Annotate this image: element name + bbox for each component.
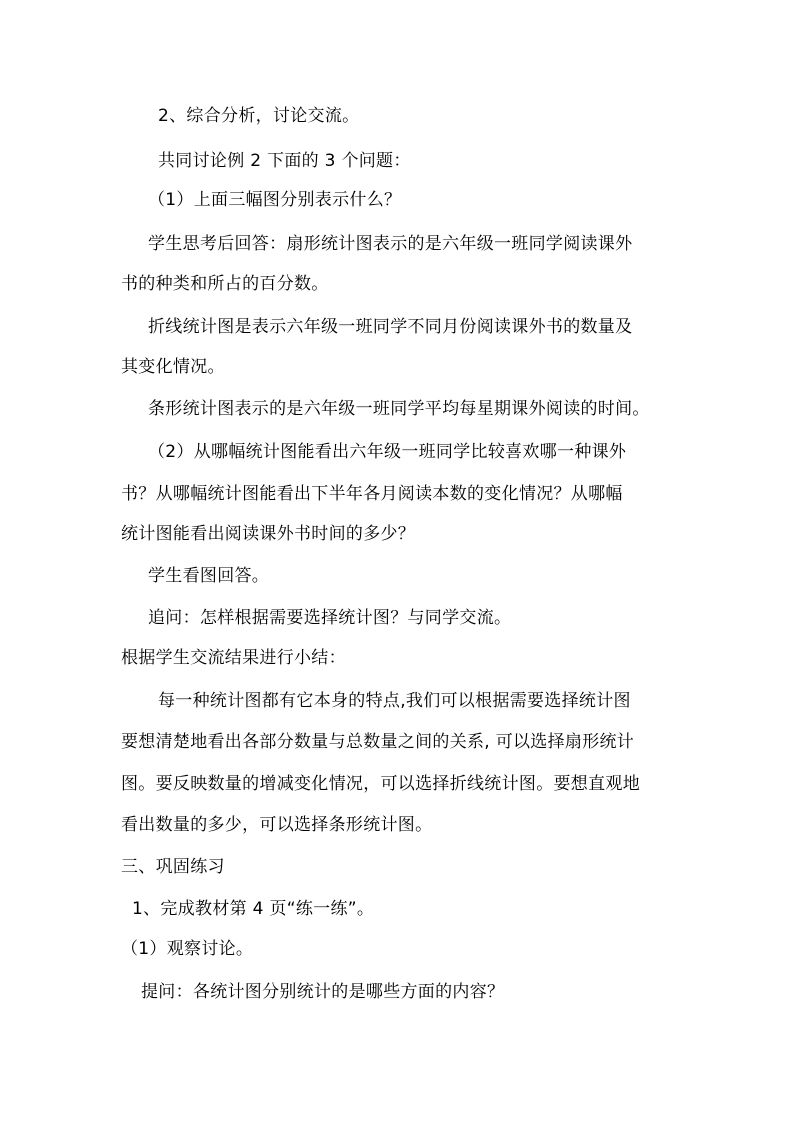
section-heading: 三、巩固练习	[121, 857, 225, 877]
paragraph-line: 统计图能看出阅读课外书时间的多少？	[121, 524, 416, 544]
paragraph-line: （1）上面三幅图分别表示什么？	[148, 190, 402, 210]
paragraph-line: 学生看图回答。	[148, 566, 270, 586]
paragraph-line: 其变化情况。	[121, 357, 225, 377]
paragraph-line: 书的种类和所占的百分数。	[121, 274, 329, 294]
paragraph-line: 每一种统计图都有它本身的特点,我们可以根据需要选择统计图	[158, 691, 631, 711]
paragraph-line: 图。要反映数量的增减变化情况，可以选择折线统计图。要想直观地	[121, 774, 640, 794]
paragraph-line: 提问：各统计图分别统计的是哪些方面的内容？	[141, 982, 505, 1002]
paragraph-line: 条形统计图表示的是六年级一班同学平均每星期课外阅读的时间。	[148, 399, 650, 419]
paragraph-line: 书？从哪幅统计图能看出下半年各月阅读本数的变化情况？从哪幅	[121, 484, 623, 504]
paragraph-line: 1、完成教材第 4 页“练一练”。	[132, 899, 375, 919]
paragraph-line: 折线统计图是表示六年级一班同学不同月份阅读课外书的数量及	[148, 317, 633, 337]
paragraph-line: （2）从哪幅统计图能看出六年级一班同学比较喜欢哪一种课外	[148, 442, 627, 462]
paragraph-line: 要想清楚地看出各部分数量与总数量之间的关系, 可以选择扇形统计	[121, 732, 635, 752]
paragraph-line: （1）观察讨论。	[121, 939, 254, 959]
paragraph-line: 学生思考后回答：扇形统计图表示的是六年级一班同学阅读课外	[148, 234, 633, 254]
paragraph-line: 2、综合分析，讨论交流。	[158, 106, 360, 126]
paragraph-line: 追问：怎样根据需要选择统计图？与同学交流。	[148, 608, 512, 628]
paragraph-line: 看出数量的多少，可以选择条形统计图。	[121, 815, 433, 835]
paragraph-line: 根据学生交流结果进行小结：	[121, 648, 346, 668]
paragraph-line: 共同讨论例 2 下面的 3 个问题：	[158, 151, 411, 171]
